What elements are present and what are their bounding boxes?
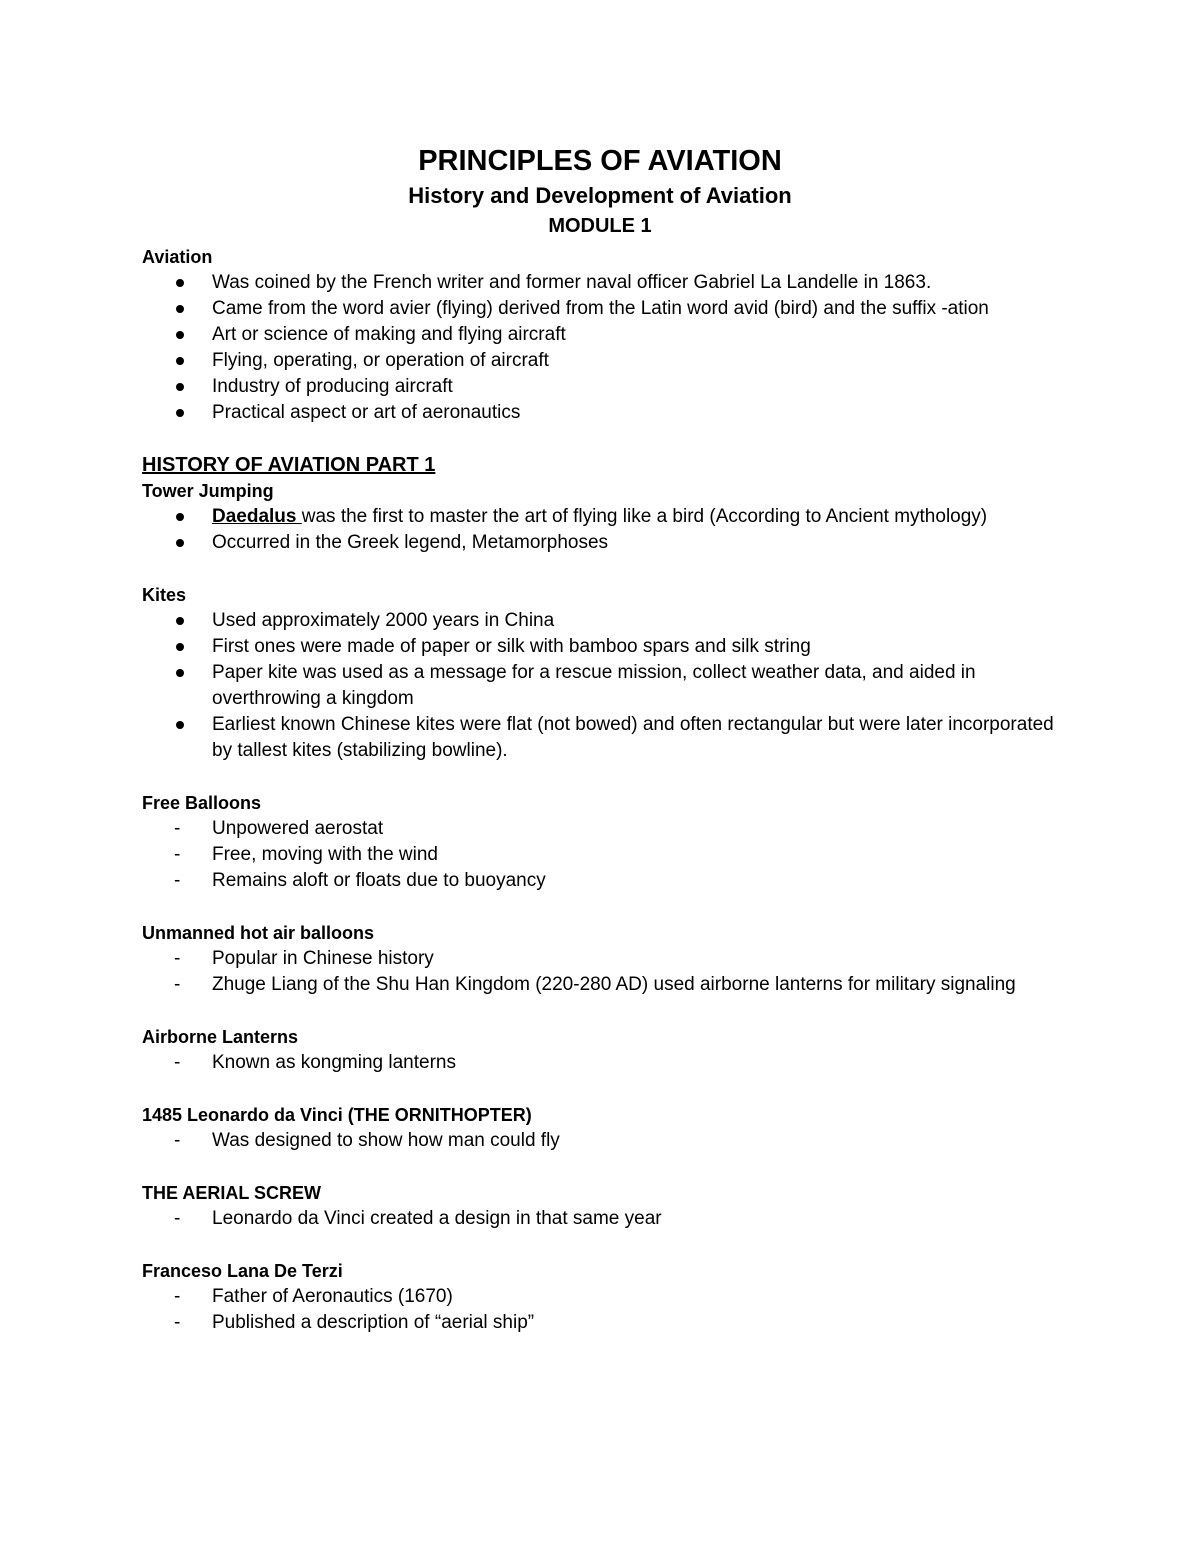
spacer <box>142 1154 1062 1180</box>
document-title: PRINCIPLES OF AVIATION <box>418 145 782 177</box>
list-item: Was coined by the French writer and former naval officer Gabriel La Landelle in 1863. <box>212 270 1062 296</box>
document-subtitle: History and Development of Aviation <box>408 183 792 208</box>
section-airborne-lanterns <box>142 1024 1062 1076</box>
section-heading: THE AERIAL SCREW <box>142 1183 322 1203</box>
list-item: - Known as kongming lanterns <box>212 1050 1062 1076</box>
section-unmanned-balloons <box>142 920 1062 998</box>
list-item: - Was designed to show how man could fly <box>212 1128 1062 1154</box>
dash-list <box>142 1206 1062 1232</box>
list-item <box>212 504 1062 530</box>
title-block <box>0 142 1200 240</box>
dash-list <box>142 816 1062 894</box>
list-item: Came from the word avier (flying) derived from the Latin word avid (bird) and the suffix -ation <box>212 296 1062 322</box>
list-item: Flying, operating, or operation of aircraft <box>212 348 1062 374</box>
list-item: - Unpowered aerostat <box>212 816 1062 842</box>
list-item: First ones were made of paper or silk with bamboo spars and silk string <box>212 634 1062 660</box>
section-heading: Aviation <box>142 247 213 267</box>
list-item-text: was the first to master the art of flying like a bird (According to Ancient mythology) <box>301 506 988 527</box>
list-item: - Zhuge Liang of the Shu Han Kingdom (220-280 AD) used airborne lanterns for military signaling <box>212 972 1062 998</box>
section-tower-jumping <box>142 478 1062 556</box>
section-heading: Kites <box>142 585 187 605</box>
section-lana-de-terzi <box>142 1258 1062 1336</box>
spacer <box>142 426 1062 452</box>
section-aviation <box>142 244 1062 426</box>
section-ornithopter <box>142 1102 1062 1154</box>
list-item: - Popular in Chinese history <box>212 946 1062 972</box>
list-item: Occurred in the Greek legend, Metamorphoses <box>212 530 1062 556</box>
list-item: Used approximately 2000 years in China <box>212 608 1062 634</box>
list-item: - Remains aloft or floats due to buoyancy <box>212 868 1062 894</box>
section-heading: 1485 Leonardo da Vinci (THE ORNITHOPTER) <box>142 1105 532 1125</box>
spacer <box>142 998 1062 1024</box>
section-kites <box>142 582 1062 764</box>
section-heading: Airborne Lanterns <box>142 1027 299 1047</box>
dash-list <box>142 946 1062 998</box>
spacer <box>142 1076 1062 1102</box>
bullet-list <box>142 504 1062 556</box>
dash-list <box>142 1284 1062 1336</box>
section-aerial-screw <box>142 1180 1062 1232</box>
highlighted-name: Daedalus <box>212 506 302 527</box>
section-heading: Franceso Lana De Terzi <box>142 1261 343 1281</box>
spacer <box>142 764 1062 790</box>
list-item: - Leonardo da Vinci created a design in that same year <box>212 1206 1062 1232</box>
spacer <box>142 1232 1062 1258</box>
section-free-balloons <box>142 790 1062 894</box>
list-item: - Father of Aeronautics (1670) <box>212 1284 1062 1310</box>
list-item: - Published a description of “aerial ship” <box>212 1310 1062 1336</box>
list-item: Earliest known Chinese kites were flat (not bowed) and often rectangular but were later incorporated by tallest kites (stabilizing bowline). <box>212 712 1062 764</box>
list-item: - Free, moving with the wind <box>212 842 1062 868</box>
list-item: Practical aspect or art of aeronautics <box>212 400 1062 426</box>
part-heading: HISTORY OF AVIATION PART 1 <box>142 454 436 476</box>
section-heading: Unmanned hot air balloons <box>142 923 375 943</box>
section-heading: Free Balloons <box>142 793 262 813</box>
spacer <box>142 894 1062 920</box>
bullet-list <box>142 608 1062 764</box>
section-heading: Tower Jumping <box>142 481 274 501</box>
module-label: MODULE 1 <box>548 215 652 237</box>
document-body <box>142 244 1062 1336</box>
list-item: Industry of producing aircraft <box>212 374 1062 400</box>
spacer <box>142 556 1062 582</box>
list-item: Art or science of making and flying aircraft <box>212 322 1062 348</box>
bullet-list <box>142 270 1062 426</box>
list-item: Paper kite was used as a message for a rescue mission, collect weather data, and aided in overthrowing a kingdom <box>212 660 1062 712</box>
dash-list <box>142 1050 1062 1076</box>
dash-list <box>142 1128 1062 1154</box>
